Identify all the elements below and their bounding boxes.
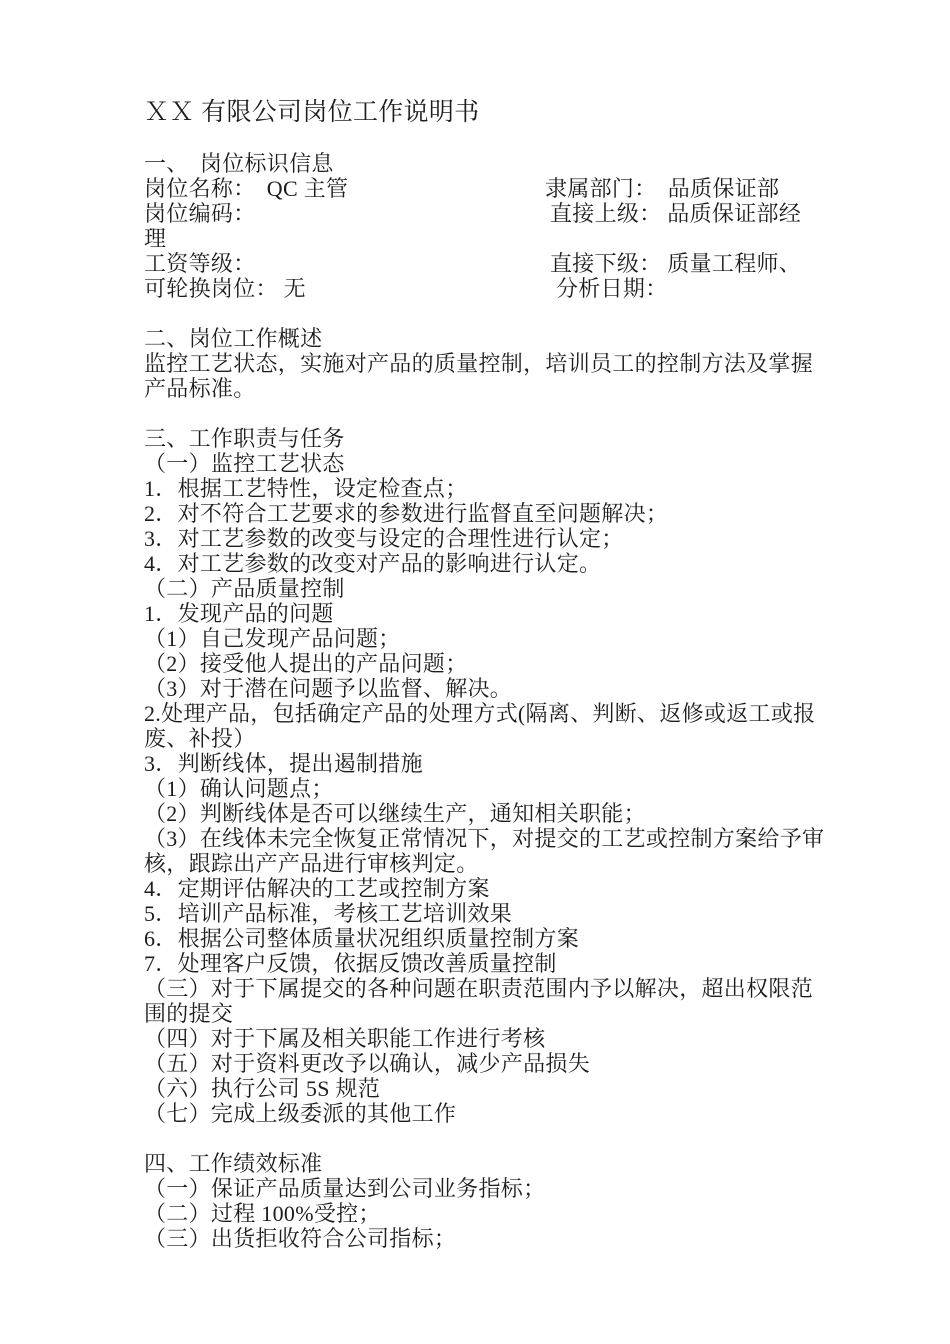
text-line: 1．发现产品的问题: [144, 601, 334, 626]
doc-title: ＸＸ 有限公司岗位工作说明书: [144, 99, 480, 126]
text-line: 2.处理产品，包括确定产品的处理方式(隔离、判断、返修或返工或报: [144, 701, 816, 726]
text-line: （三）对于下属提交的各种问题在职责范围内予以解决，超出权限范: [144, 976, 814, 1001]
text-line: （3）在线体未完全恢复正常情况下，对提交的工艺或控制方案给予审: [144, 826, 825, 851]
text-line: 4．定期评估解决的工艺或控制方案: [144, 876, 490, 901]
text-line: （二）产品质量控制: [144, 576, 345, 601]
text-line: 围的提交: [144, 1001, 234, 1026]
field-left: 可轮换岗位： 无: [144, 276, 306, 301]
field-row: [144, 176, 850, 201]
text-line: 3．对工艺参数的改变与设定的合理性进行认定；: [144, 526, 624, 551]
field-right: 分析日期：: [556, 276, 668, 301]
text-line: 7．处理客户反馈，依据反馈改善质量控制: [144, 951, 557, 976]
text-line: （3）对于潜在问题予以监督、解决。: [144, 676, 513, 701]
text-line: 6．根据公司整体质量状况组织质量控制方案: [144, 926, 580, 951]
field-right: 隶属部门： 品质保证部: [545, 176, 780, 201]
field-left: 岗位名称： QC 主管: [144, 176, 349, 201]
field-row: [144, 201, 850, 226]
blank-line: [144, 126, 850, 151]
text-line: 3．判断线体，提出遏制措施: [144, 751, 423, 776]
text-line: （二）过程 100%受控；: [144, 1201, 381, 1226]
field-right: 直接上级： 品质保证部经: [550, 201, 802, 226]
text-line: 4．对工艺参数的改变对产品的影响进行认定。: [144, 551, 602, 576]
text-line: 5．培训产品标准，考核工艺培训效果: [144, 901, 513, 926]
text-line: （六）执行公司 5S 规范: [144, 1076, 381, 1101]
blank-line: [144, 301, 850, 326]
field-row: [144, 251, 850, 276]
text-line: （2）接受他人提出的产品问题；: [144, 651, 468, 676]
text-line: 1．根据工艺特性，设定检查点；: [144, 476, 468, 501]
section-heading: 四、工作绩效标准: [144, 1151, 323, 1176]
text-line: 监控工艺状态，实施对产品的质量控制，培训员工的控制方法及掌握: [144, 351, 814, 376]
text-line: 核，跟踪出产产品进行审核判定。: [144, 851, 479, 876]
blank-line: [144, 1126, 850, 1151]
text-line: 废、补投）: [144, 726, 256, 751]
text-line: （1）自己发现产品问题；: [144, 626, 401, 651]
text-line: （1）确认问题点；: [144, 776, 334, 801]
section-heading: 三、工作职责与任务: [144, 426, 345, 451]
field-right: 直接下级： 质量工程师、: [550, 251, 802, 276]
text-line: 2．对不符合工艺要求的参数进行监督直至问题解决；: [144, 501, 669, 526]
text-line: （三）出货拒收符合公司指标；: [144, 1226, 457, 1251]
section-heading: 二、岗位工作概述: [144, 326, 323, 351]
text-line: （一）保证产品质量达到公司业务指标；: [144, 1176, 546, 1201]
text-line: 理: [144, 226, 167, 251]
field-left: 工资等级：: [144, 251, 256, 276]
text-line: （五）对于资料更改予以确认，减少产品损失: [144, 1051, 591, 1076]
field-row: [144, 276, 850, 301]
text-line: （2）判断线体是否可以继续生产，通知相关职能；: [144, 801, 646, 826]
text-line: 产品标准。: [144, 376, 256, 401]
section-heading: 一、 岗位标识信息: [144, 151, 334, 176]
field-left: 岗位编码：: [144, 201, 256, 226]
document-body: [144, 99, 850, 1251]
text-line: （四）对于下属及相关职能工作进行考核: [144, 1026, 546, 1051]
text-line: （七）完成上级委派的其他工作: [144, 1101, 457, 1126]
blank-line: [144, 401, 850, 426]
text-line: （一）监控工艺状态: [144, 451, 345, 476]
